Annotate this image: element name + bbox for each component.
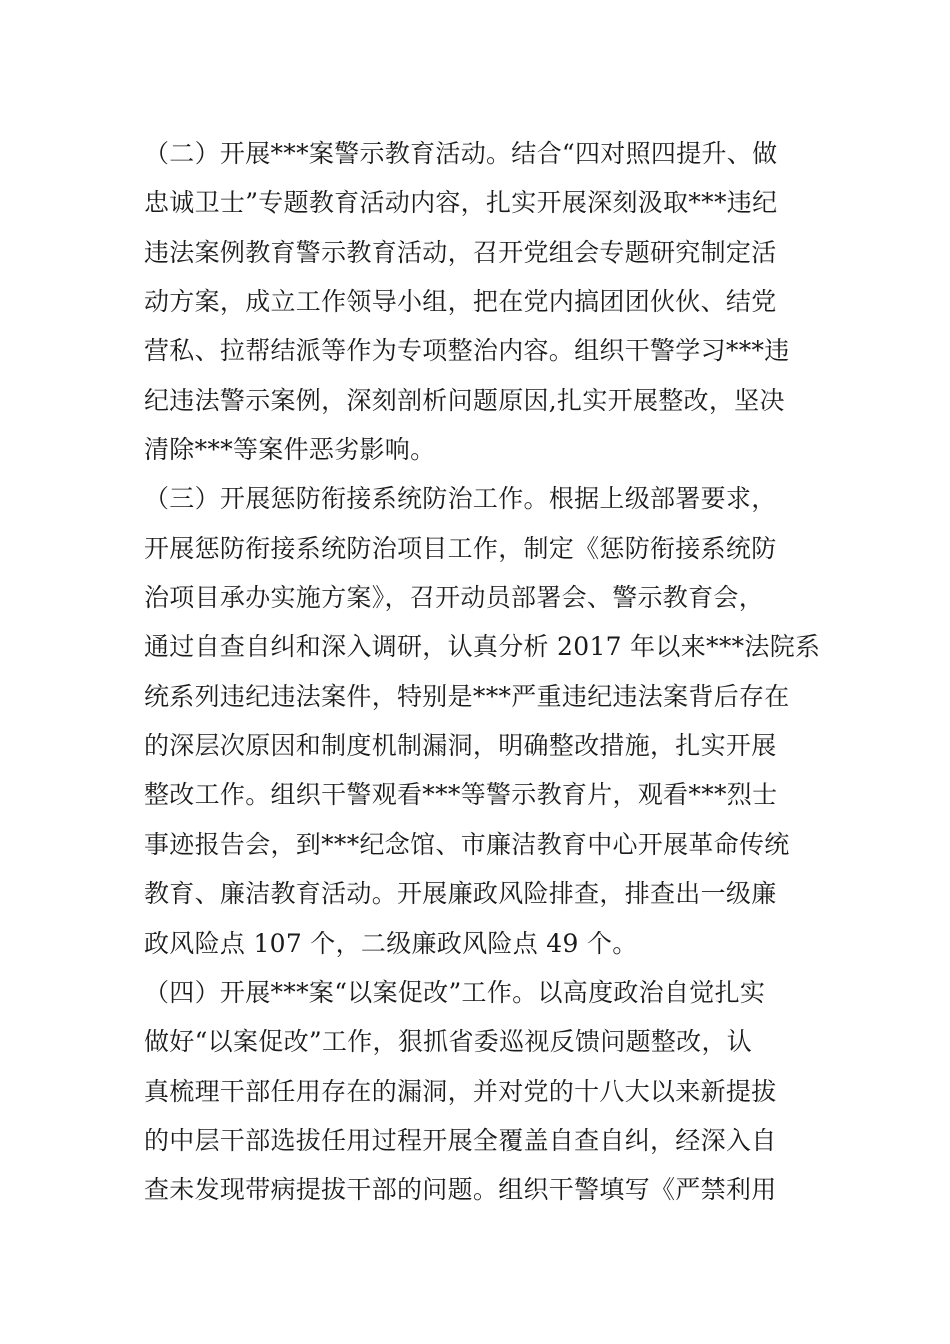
text-line: 做好“以案促改”工作，狠抓省委巡视反馈问题整改，认 bbox=[144, 1027, 753, 1057]
text-line: 违法案例教育警示教育活动，召开党组会专题研究制定活 bbox=[144, 237, 777, 267]
text-line: 动方案，成立工作领导小组，把在党内搞团团伙伙、结党 bbox=[144, 287, 777, 317]
text-line: 的中层干部选拔任用过程开展全覆盖自查自纠，经深入自 bbox=[144, 1125, 777, 1155]
text-line: 纪违法警示案例，深刻剖析问题原因,扎实开展整改，坚决 bbox=[144, 385, 785, 415]
text-line: 忠诚卫士”专题教育活动内容，扎实开展深刻汲取***违纪 bbox=[144, 188, 778, 218]
text-line: （二）开展***案警示教育活动。结合“四对照四提升、做 bbox=[144, 139, 778, 168]
text-line: （四）开展***案“以案促改”工作。以高度政治自觉扎实 bbox=[144, 977, 766, 1007]
document-body bbox=[144, 129, 821, 1215]
text-line: 统系列违纪违法案件，特别是***严重违纪违法案背后存在 bbox=[144, 681, 790, 711]
text-line: 营私、拉帮结派等作为专项整治内容。组织干警学习***违 bbox=[144, 336, 790, 366]
text-line: 教育、廉洁教育活动。开展廉政风险排查，排查出一级廉 bbox=[144, 879, 777, 909]
text-line: 政风险点 107 个，二级廉政风险点 49 个。 bbox=[144, 928, 638, 958]
text-line: 通过自查自纠和深入调研，认真分析 2017 年以来***法院系 bbox=[144, 632, 821, 662]
text-line: 事迹报告会，到***纪念馆、市廉洁教育中心开展革命传统 bbox=[144, 829, 790, 859]
text-line: 治项目承办实施方案》，召开动员部署会、警示教育会， bbox=[144, 583, 765, 613]
text-line: 查未发现带病提拔干部的问题。组织干警填写《严禁利用 bbox=[144, 1175, 777, 1205]
text-line: 整改工作。组织干警观看***等警示教育片，观看***烈士 bbox=[144, 780, 778, 810]
text-line: 真梳理干部任用存在的漏洞，并对党的十八大以来新提拔 bbox=[144, 1076, 777, 1106]
text-line: 开展惩防衔接系统防治项目工作，制定《惩防衔接系统防 bbox=[144, 533, 777, 563]
text-line: 清除***等案件恶劣影响。 bbox=[144, 435, 436, 465]
text-line: 的深层次原因和制度机制漏洞，明确整改措施，扎实开展 bbox=[144, 731, 777, 761]
text-line: （三）开展惩防衔接系统防治工作。根据上级部署要求， bbox=[144, 484, 777, 514]
